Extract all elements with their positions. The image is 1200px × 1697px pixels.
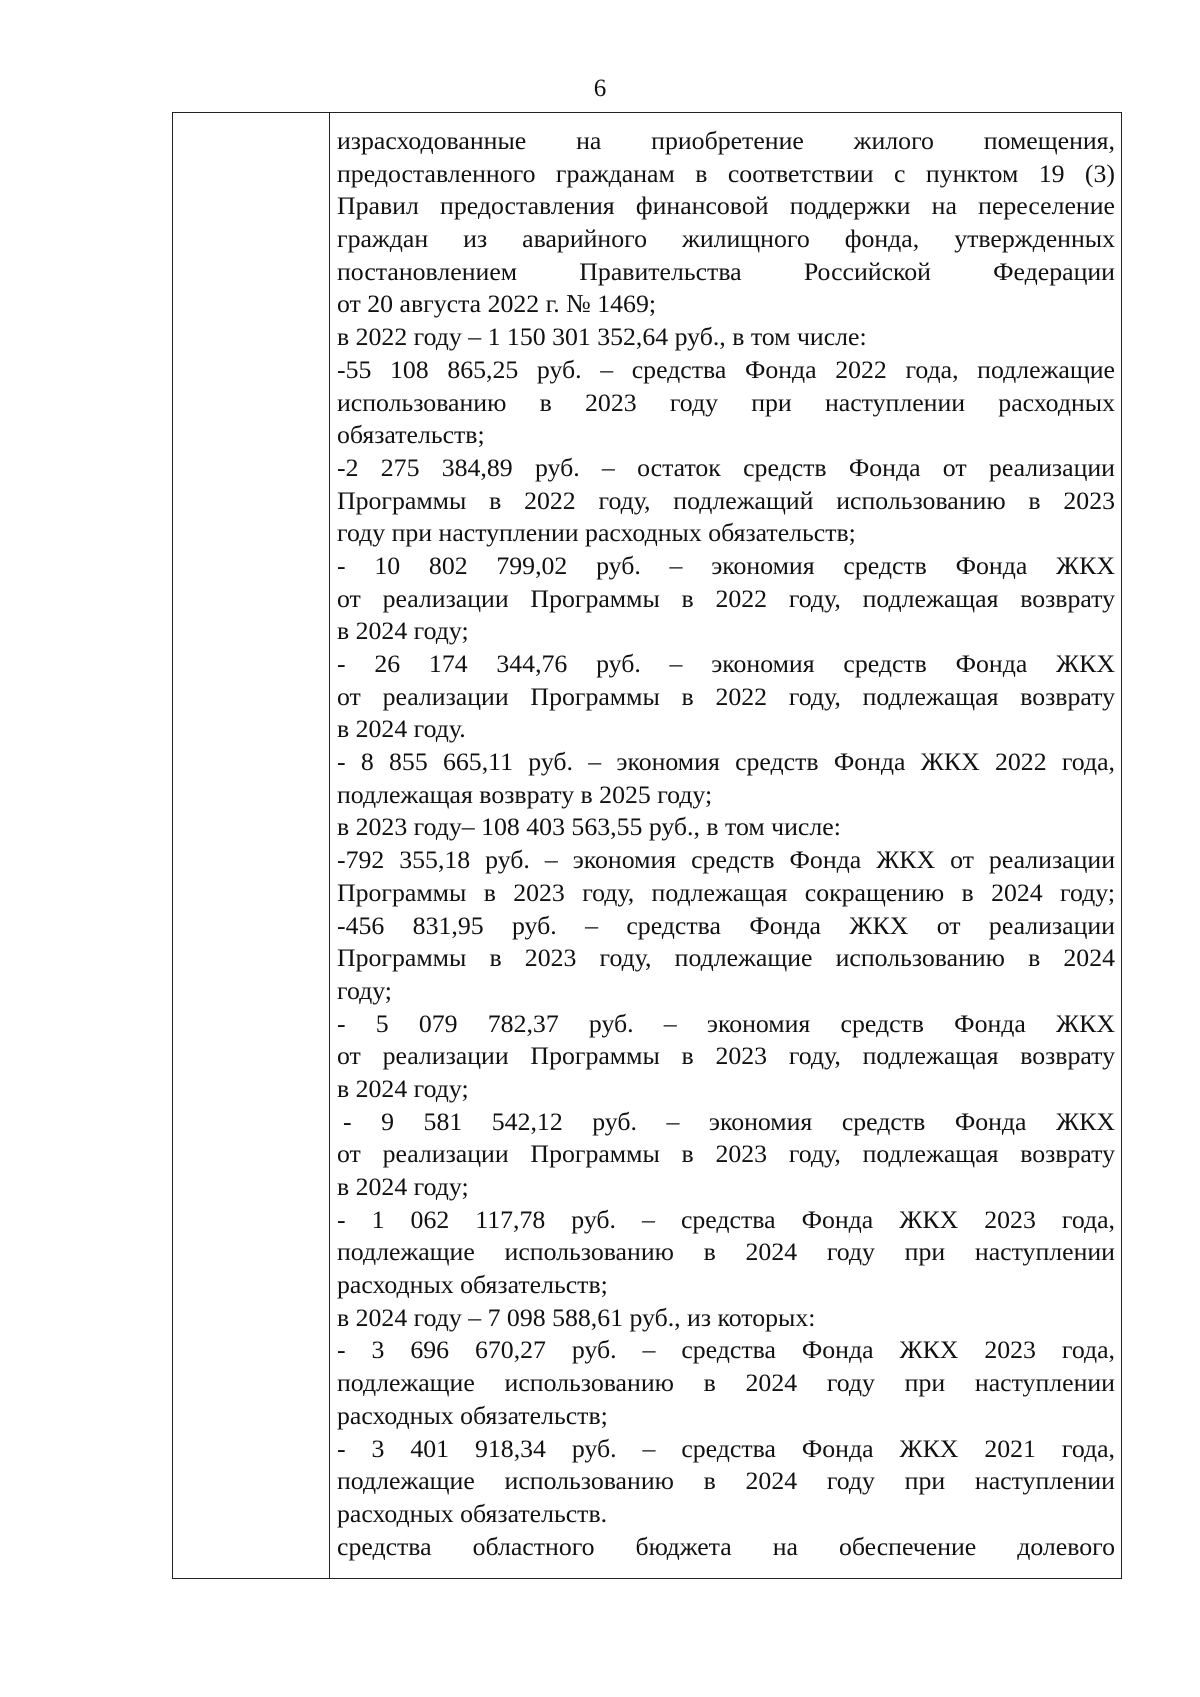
text-line: - 3 401 918,34 руб. – средства Фонда ЖКХ 2021 года, [337,1433,1115,1463]
text-line: - 1 062 117,78 руб. – средства Фонда ЖКХ 2023 года, [337,1204,1115,1234]
table-left-cell [173,113,330,1578]
text-line: подлежащие использованию в 2024 году при наступлении [337,1466,1115,1496]
text-line: в 2023 году– 108 403 563,55 руб., в том числе: [337,812,841,842]
text-line: расходных обязательств. [337,1498,608,1528]
text-line: расходных обязательств; [337,1270,608,1300]
text-line: в 2024 году. [337,714,466,744]
text-line: - 5 079 782,37 руб. – экономия средств Фонда ЖКХ [337,1008,1115,1038]
text-line: постановлением Правительства Российской Федерации [337,256,1115,286]
text-line: в 2024 году; [337,1073,469,1103]
text-line: граждан из аварийного жилищного фонда, утвержденных [337,224,1115,254]
text-line: от реализации Программы в 2022 году, подлежащая возврату [337,681,1115,711]
text-line: подлежащие использованию в 2024 году при наступлении [337,1237,1115,1267]
text-line: от реализации Программы в 2022 году, подлежащая возврату [337,583,1115,613]
text-line: средства областного бюджета на обеспечение долевого [337,1531,1115,1561]
text-line: в 2024 году; [337,616,469,646]
text-line: - 3 696 670,27 руб. – средства Фонда ЖКХ 2023 года, [337,1335,1115,1365]
document-table [172,112,1122,1579]
text-line: Программы в 2022 году, подлежащий использованию в 2023 [337,485,1115,515]
text-line: от 20 августа 2022 г. № 1469; [337,289,657,319]
table-right-cell [330,113,1121,1578]
text-line: в 2022 году – 1 150 301 352,64 руб., в том числе: [337,322,867,352]
text-line: от реализации Программы в 2023 году, подлежащая возврату [337,1041,1115,1071]
text-line: Программы в 2023 году, подлежащая сокращению в 2024 году; [337,877,1115,907]
text-line: - 9 581 542,12 руб. – экономия средств Фонда ЖКХ [343,1106,1115,1136]
text-line: -2 275 384,89 руб. – остаток средств Фонда от реализации [337,452,1115,482]
text-line: в 2024 году – 7 098 588,61 руб., из которых: [337,1302,816,1332]
text-line: году при наступлении расходных обязательств; [337,518,856,548]
text-line: расходных обязательств; [337,1400,608,1430]
text-line: -792 355,18 руб. – экономия средств Фонда ЖКХ от реализации [337,845,1115,875]
text-line: году; [337,975,392,1005]
text-line: от реализации Программы в 2023 году, подлежащая возврату [337,1139,1115,1169]
text-line: предоставленного гражданам в соответствии с пунктом 19 (3) [337,158,1115,188]
text-line: подлежащие использованию в 2024 году при наступлении [337,1368,1115,1398]
text-line: Программы в 2023 году, подлежащие использованию в 2024 [337,943,1115,973]
text-line: - 26 174 344,76 руб. – экономия средств Фонда ЖКХ [337,649,1115,678]
text-line: обязательств; [337,420,485,450]
text-line: -55 108 865,25 руб. – средства Фонда 2022 года, подлежащие [337,354,1115,384]
text-line: в 2024 году; [337,1172,469,1201]
text-line: подлежащая возврату в 2025 году; [337,779,713,809]
text-line: использованию в 2023 году при наступлении расходных [337,387,1115,417]
text-line: израсходованные на приобретение жилого помещения, [337,126,1115,155]
text-line: -456 831,95 руб. – средства Фонда ЖКХ от реализации [337,910,1115,940]
text-line: Правил предоставления финансовой поддержки на переселение [337,191,1115,221]
page-number: 6 [593,75,607,102]
text-line: - 8 855 665,11 руб. – экономия средств Фонда ЖКХ 2022 года, [337,747,1115,777]
text-line: - 10 802 799,02 руб. – экономия средств Фонда ЖКХ [337,550,1115,580]
